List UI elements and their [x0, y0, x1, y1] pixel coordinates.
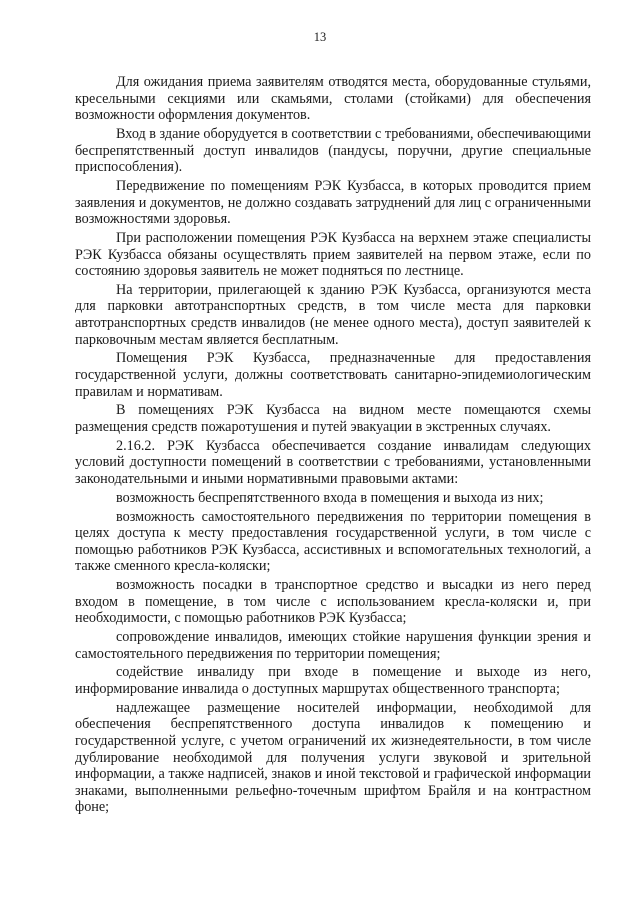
paragraph-evacuation-schemes: В помещениях РЭК Кузбасса на видном месте помещаются схемы размещения средств пожаротушения и путей эвакуации в экстренных случаях. [75, 402, 591, 435]
paragraph-waiting-areas: Для ожидания приема заявителям отводятся места, оборудованные стульями, кресельными секциями или скамьями, столами (стойками) для обеспечения возможности оформления документов. [75, 74, 591, 124]
list-item-entry-exit: возможность беспрепятственного входа в помещения и выхода из них; [116, 489, 544, 506]
paragraph-accessibility-conditions: 2.16.2. РЭК Кузбасса обеспечивается создание инвалидам следующих условий доступности помещений в соответствии с требованиями, установленными законодательными и иными нормативными правовыми актами: [75, 437, 591, 487]
paragraph-movement-premises: Передвижение по помещениям РЭК Кузбасса, в которых проводится прием заявления и документов, не должно создавать затруднений для лиц с ограниченными возможностями здоровья. [75, 177, 591, 228]
page-number: 13 [313, 30, 327, 44]
list-item-independent-movement: возможность самостоятельного передвижения по территории помещения в целях доступа к месту предоставления государственной услуги, в том числе с помощью работников РЭК Кузбасса, ассистивных и вспомогательных технологий, а также сменного кресла-коляски; [75, 508, 591, 575]
list-item-vehicle-boarding: возможность посадки в транспортное средство и высадки из него перед входом в помещение, в том числе с использованием кресла-коляски и, при необходимости, с помощью работников РЭК Кузбасса; [75, 577, 591, 627]
list-item-accompaniment: сопровождение инвалидов, имеющих стойкие нарушения функции зрения и самостоятельного передвижения по территории помещения; [75, 629, 591, 662]
paragraph-upper-floor: При расположении помещения РЭК Кузбасса на верхнем этаже специалисты РЭК Кузбасса обязаны осуществлять прием заявителей на первом этаже, если по состоянию здоровья заявитель не может подняться по лестнице. [75, 229, 591, 280]
list-item-information-placement: надлежащее размещение носителей информации, необходимой для обеспечения беспрепятственного доступа инвалидов к помещению и государственной услуге, с учетом ограничений их жизнедеятельности, в том числе дублирование необходимой для получения услуги звуковой и зрительной информации, а также надписей, знаков и иной текстовой и графической информации знаками, выполненными рельефно-точечным шрифтом Брайля и на контрастном фоне; [75, 699, 591, 816]
paragraph-sanitary-norms: Помещения РЭК Кузбасса, предназначенные для предоставления государственной услуги, должны соответствовать санитарно-эпидемиологическим правилам и нормативам. [75, 350, 591, 400]
list-item-entry-assistance: содействие инвалиду при входе в помещение и выходе из него, информирование инвалида о доступных маршрутах общественного транспорта; [75, 664, 591, 698]
document-body [75, 74, 591, 818]
paragraph-building-entrance: Вход в здание оборудуется в соответствии с требованиями, обеспечивающими беспрепятственный доступ инвалидов (пандусы, поручни, другие специальные приспособления). [75, 125, 591, 176]
paragraph-parking: На территории, прилегающей к зданию РЭК Кузбасса, организуются места для парковки автотранспортных средств, в том числе места для парковки автотранспортных средств инвалидов (не менее одного места), доступ заявителей к парковочным местам является бесплатным. [75, 281, 591, 348]
